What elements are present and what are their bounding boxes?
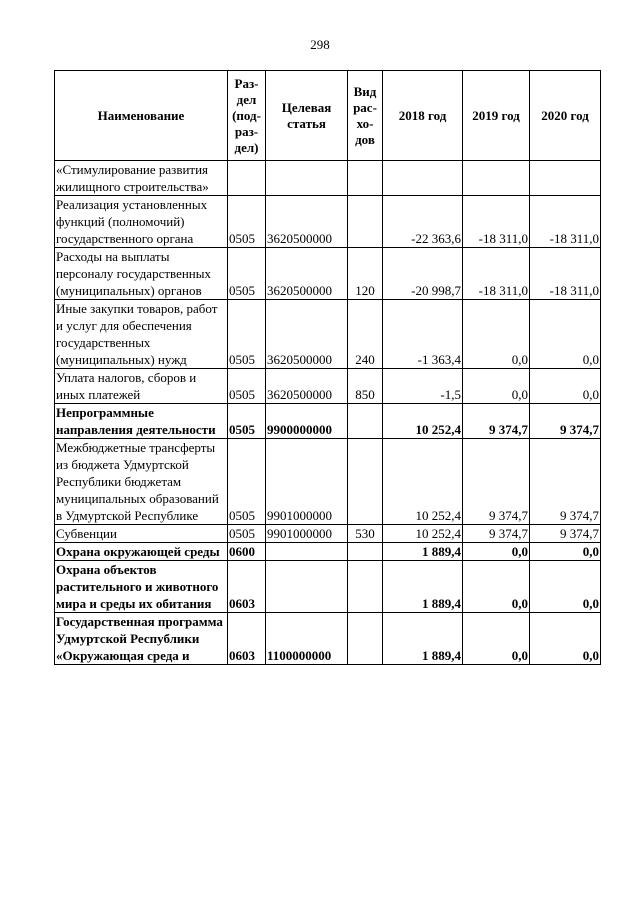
table-row <box>55 248 601 300</box>
budget-table <box>54 70 601 665</box>
cell-2018: -1,5 <box>383 369 463 404</box>
cell-2020: 0,0 <box>530 561 601 613</box>
cell-2019: 0,0 <box>463 300 530 369</box>
cell-target: 3620500000 <box>266 300 348 369</box>
cell-2019: 9 374,7 <box>463 439 530 525</box>
cell-2020 <box>530 161 601 196</box>
cell-section: 0505 <box>228 369 266 404</box>
table-row <box>55 369 601 404</box>
table-row <box>55 613 601 665</box>
cell-name: Реализация установленных функций (полномочий) государственного органа <box>55 196 228 248</box>
cell-2019: -18 311,0 <box>463 196 530 248</box>
cell-section: 0505 <box>228 404 266 439</box>
cell-target: 3620500000 <box>266 369 348 404</box>
cell-2020: -18 311,0 <box>530 248 601 300</box>
table-row <box>55 196 601 248</box>
cell-2018: 1 889,4 <box>383 543 463 561</box>
header-2019: 2019 год <box>463 71 530 161</box>
cell-2018: -20 998,7 <box>383 248 463 300</box>
header-name: Наименование <box>55 71 228 161</box>
cell-target: 1100000000 <box>266 613 348 665</box>
cell-2020: 9 374,7 <box>530 404 601 439</box>
table-row <box>55 561 601 613</box>
table-row <box>55 525 601 543</box>
cell-2020: 0,0 <box>530 369 601 404</box>
table-row <box>55 161 601 196</box>
cell-name: Государственная программа Удмуртской Республики «Окружающая среда и <box>55 613 228 665</box>
cell-target: 9901000000 <box>266 439 348 525</box>
cell-target <box>266 161 348 196</box>
cell-name: Уплата налогов, сборов и иных платежей <box>55 369 228 404</box>
cell-section: 0505 <box>228 196 266 248</box>
cell-name: Охрана окружающей среды <box>55 543 228 561</box>
cell-target <box>266 561 348 613</box>
cell-target: 3620500000 <box>266 248 348 300</box>
cell-expense <box>348 543 383 561</box>
table-row <box>55 543 601 561</box>
page-number: 298 <box>310 37 330 52</box>
cell-2020: -18 311,0 <box>530 196 601 248</box>
cell-name: Субвенции <box>55 525 228 543</box>
cell-name: Непрограммные направления деятельности <box>55 404 228 439</box>
header-expense: Вид рас- хо- дов <box>348 71 383 161</box>
cell-2018 <box>383 161 463 196</box>
cell-2020: 9 374,7 <box>530 439 601 525</box>
header-2018: 2018 год <box>383 71 463 161</box>
header-section: Раз- дел (под- раз- дел) <box>228 71 266 161</box>
cell-target <box>266 543 348 561</box>
table-row <box>55 300 601 369</box>
cell-2019: 0,0 <box>463 561 530 613</box>
cell-expense: 850 <box>348 369 383 404</box>
cell-name: Межбюджетные трансферты из бюджета Удмуртской Республики бюджетам муниципальных образований в Удмуртской Республике <box>55 439 228 525</box>
cell-target: 9900000000 <box>266 404 348 439</box>
cell-section <box>228 161 266 196</box>
cell-name: Охрана объектов растительного и животного мира и среды их обитания <box>55 561 228 613</box>
cell-2018: -22 363,6 <box>383 196 463 248</box>
cell-name: Расходы на выплаты персоналу государственных (муниципальных) органов <box>55 248 228 300</box>
cell-2018: 10 252,4 <box>383 439 463 525</box>
cell-2019: 9 374,7 <box>463 404 530 439</box>
cell-section: 0505 <box>228 248 266 300</box>
table-row <box>55 404 601 439</box>
cell-section: 0505 <box>228 439 266 525</box>
cell-section: 0505 <box>228 300 266 369</box>
cell-2018: 10 252,4 <box>383 404 463 439</box>
cell-expense <box>348 613 383 665</box>
cell-2019: 0,0 <box>463 369 530 404</box>
cell-2020: 0,0 <box>530 300 601 369</box>
cell-2019: 0,0 <box>463 613 530 665</box>
cell-expense: 120 <box>348 248 383 300</box>
header-2020: 2020 год <box>530 71 601 161</box>
table-body <box>55 161 601 665</box>
cell-2019: 0,0 <box>463 543 530 561</box>
cell-target: 9901000000 <box>266 525 348 543</box>
cell-expense <box>348 561 383 613</box>
table-header-row <box>55 71 601 161</box>
cell-expense <box>348 404 383 439</box>
cell-2019 <box>463 161 530 196</box>
cell-expense: 530 <box>348 525 383 543</box>
cell-section: 0603 <box>228 561 266 613</box>
cell-2018: -1 363,4 <box>383 300 463 369</box>
cell-expense <box>348 196 383 248</box>
cell-expense <box>348 439 383 525</box>
cell-2019: -18 311,0 <box>463 248 530 300</box>
cell-name: «Стимулирование развития жилищного строительства» <box>55 161 228 196</box>
cell-expense <box>348 161 383 196</box>
header-target: Целевая статья <box>266 71 348 161</box>
cell-target: 3620500000 <box>266 196 348 248</box>
cell-2020: 9 374,7 <box>530 525 601 543</box>
cell-2018: 10 252,4 <box>383 525 463 543</box>
cell-name: Иные закупки товаров, работ и услуг для обеспечения государственных (муниципальных) нужд <box>55 300 228 369</box>
table-row <box>55 439 601 525</box>
cell-section: 0505 <box>228 525 266 543</box>
cell-2019: 9 374,7 <box>463 525 530 543</box>
cell-expense: 240 <box>348 300 383 369</box>
cell-2018: 1 889,4 <box>383 613 463 665</box>
cell-2020: 0,0 <box>530 543 601 561</box>
cell-2020: 0,0 <box>530 613 601 665</box>
cell-section: 0600 <box>228 543 266 561</box>
cell-section: 0603 <box>228 613 266 665</box>
cell-2018: 1 889,4 <box>383 561 463 613</box>
